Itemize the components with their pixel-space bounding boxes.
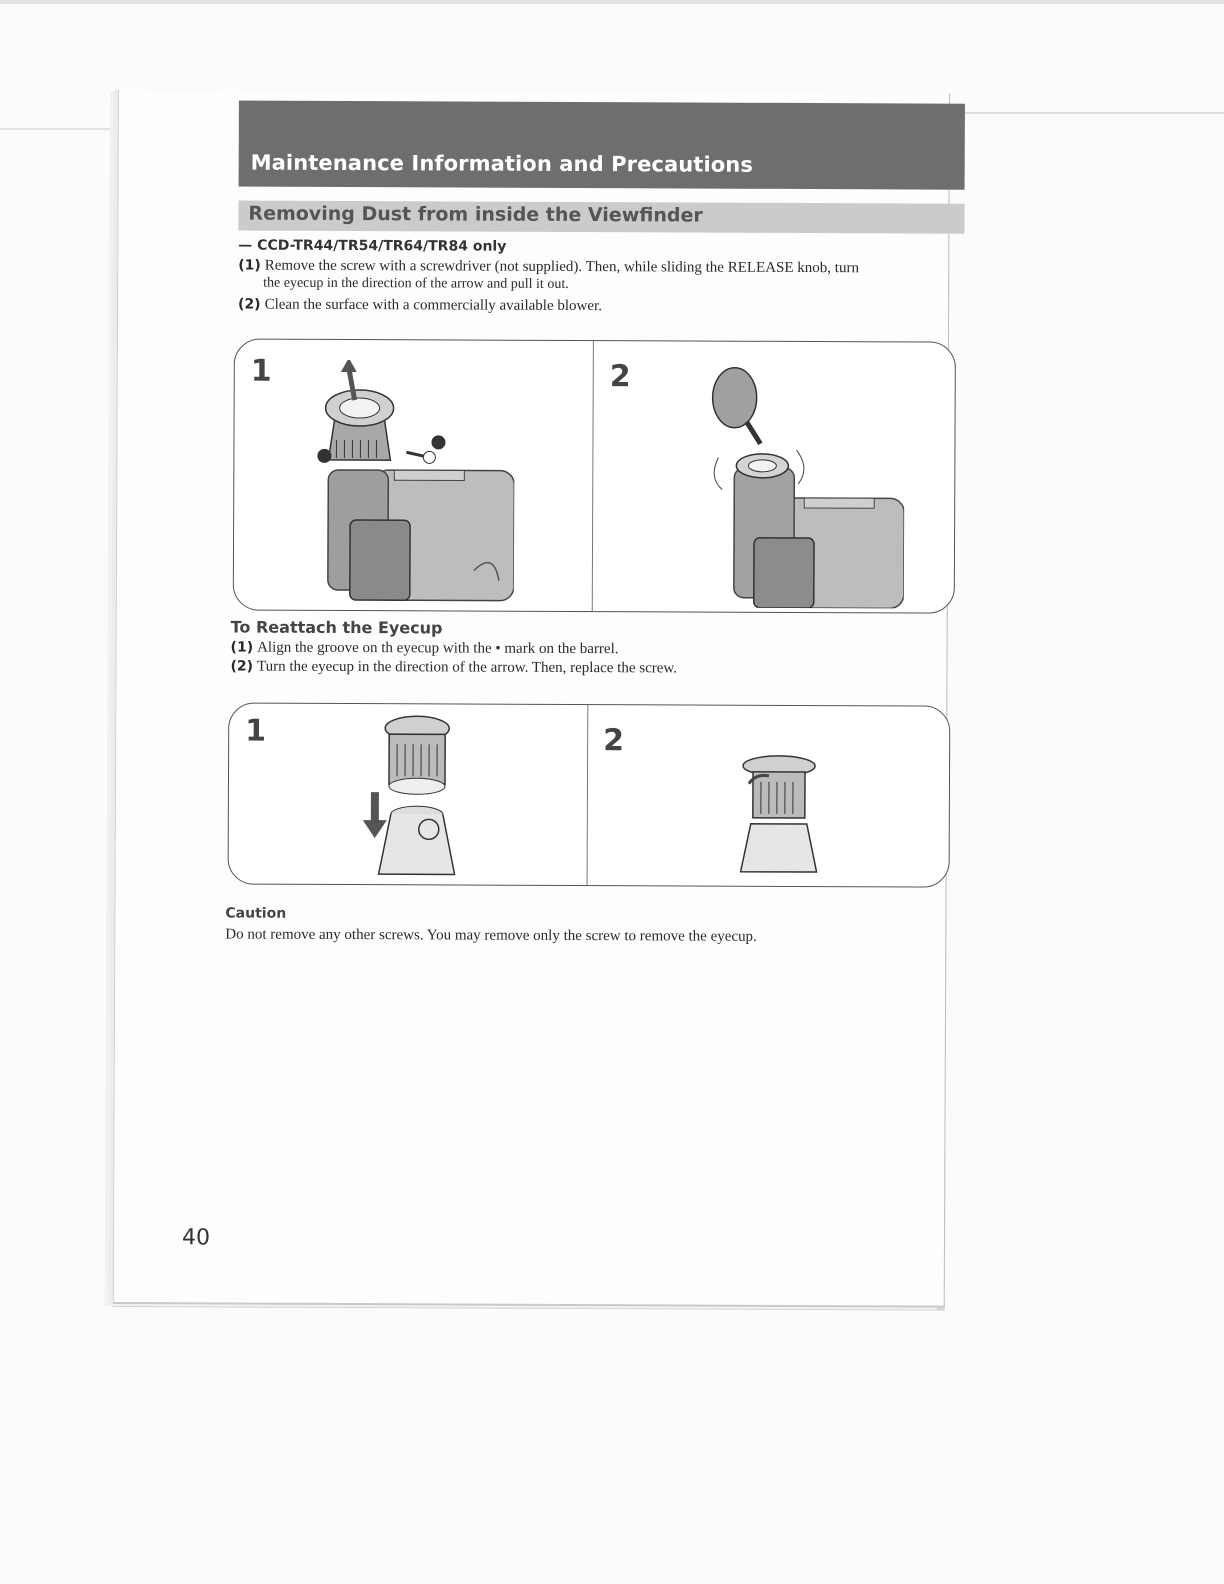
figure-reattach-eyecup [228, 702, 951, 887]
reattach-step-1 [231, 638, 619, 658]
caution-text: Do not remove any other screws. You may remove only the screw to remove the eyecup. [225, 926, 757, 945]
step-number: (1) [230, 639, 254, 656]
figure-divider [592, 341, 594, 611]
step-number: (2) [230, 658, 254, 675]
section-title-removing-dust: Removing Dust from inside the Viewfinder [248, 202, 703, 227]
step-number: (2) [238, 296, 261, 313]
scan-top-edge [0, 0, 1224, 4]
caution-title: Caution [225, 905, 287, 922]
header-bar [239, 101, 965, 190]
camcorder-blower-illustration [704, 358, 905, 609]
figure-remove-eyecup [233, 339, 956, 614]
scan-right-line [960, 112, 1224, 114]
remove-step-1-continued [263, 275, 569, 294]
camcorder-remove-illustration [314, 360, 515, 611]
remove-step-2 [238, 296, 602, 316]
step-text: Turn the eyecup in the direction of the arrow. Then, replace the screw. [256, 658, 678, 677]
step-text: Remove the screw with a screwdriver (not supplied). Then, while sliding the RELEASE knob, turn [264, 257, 859, 277]
figure-step-number-2: 2 [609, 359, 631, 395]
figure-divider [587, 705, 589, 885]
manual-page [113, 90, 950, 1308]
step-text: Clean the surface with a commercially available blower. [264, 296, 603, 315]
reattach-step-2 [230, 657, 677, 677]
figure-step-number-2: 2 [603, 723, 625, 759]
reattach-title: To Reattach the Eyecup [230, 617, 443, 638]
page-title: Maintenance Information and Precautions [250, 150, 754, 177]
subheader-bar [238, 201, 964, 234]
step-text-continued: the eyecup in the direction of the arrow and pull it out. [263, 275, 569, 292]
step-text: Align the groove on th eyecup with the • mark on the barrel. [257, 639, 619, 658]
eyecup-align-illustration [357, 714, 478, 880]
figure-step-number-1: 1 [250, 353, 272, 389]
scan-left-line [0, 128, 118, 130]
figure-step-number-1: 1 [245, 713, 267, 749]
model-applicability: — CCD-TR44/TR54/TR64/TR84 only [238, 237, 507, 255]
step-number: (1) [238, 257, 261, 274]
eyecup-turn-illustration [729, 754, 830, 874]
page-number: 40 [181, 1225, 211, 1251]
